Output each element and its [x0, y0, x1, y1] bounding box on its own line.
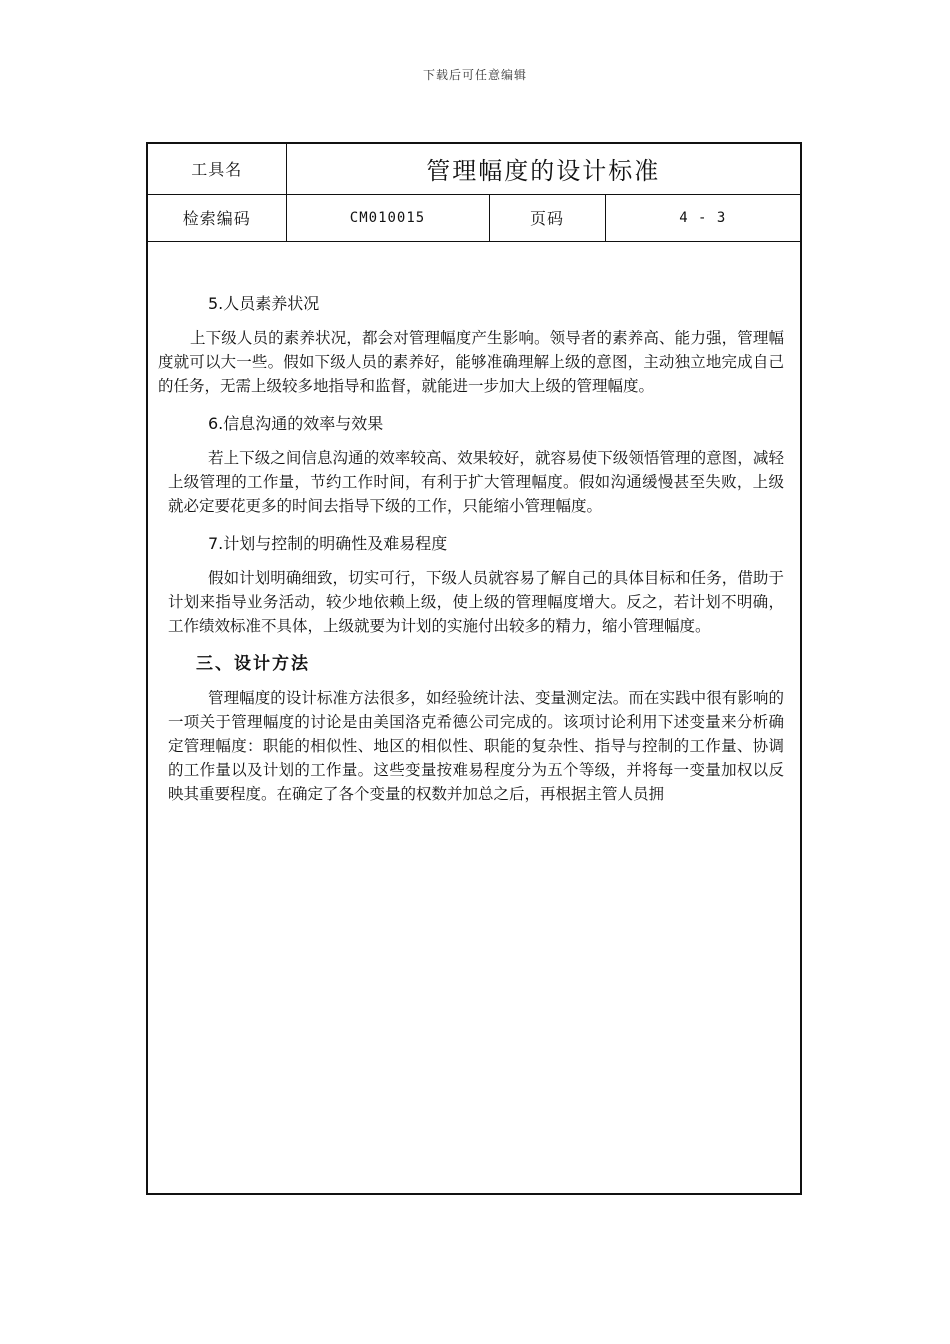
header-row-meta: [148, 194, 800, 241]
watermark-text: 下载后可任意编辑: [422, 68, 527, 82]
tool-name-value: 管理幅度的设计标准: [286, 144, 800, 194]
search-code-label: 检索编码: [148, 194, 286, 241]
section-heading-communication: 6.信息沟通的效率与效果: [208, 414, 384, 433]
document-body: [158, 292, 784, 820]
section-paragraph-staff-quality: 上下级人员的素养状况，都会对管理幅度产生影响。领导者的素养高、能力强，管理幅度就可以大一些。假如下级人员的素养好，能够准确理解上级的意图，主动独立地完成自己的任务，无需上级较多地指导和监督，就能进一步加大上级的管理幅度。: [158, 329, 784, 395]
section-heading-planning-control: 7.计划与控制的明确性及难易程度: [208, 534, 448, 553]
section-paragraph-communication: 若上下级之间信息沟通的效率较高、效果较好，就容易使下级领悟管理的意图，减轻上级管理的工作量，节约工作时间，有利于扩大管理幅度。假如沟通缓慢甚至失败，上级就必定要花更多的时间去指导下级的工作，只能缩小管理幅度。: [168, 449, 784, 515]
page-number-label: 页码: [489, 194, 605, 241]
section-paragraph-design-methods: 管理幅度的设计标准方法很多，如经验统计法、变量测定法。而在实践中很有影响的一项关于管理幅度的讨论是由美国洛克希德公司完成的。该项讨论利用下述变量来分析确定管理幅度：职能的相似性、地区的相似性、职能的复杂性、指导与控制的工作量、协调的工作量以及计划的工作量。这些变量按难易程度分为五个等级，并将每一变量加权以反映其重要程度。在确定了各个变量的权数并加总之后，再根据主管人员拥: [168, 689, 784, 803]
search-code-value: CM010015: [286, 194, 489, 241]
header-row-title: [148, 144, 800, 194]
header-table: [148, 144, 800, 242]
document-frame: [146, 142, 802, 1195]
page-number-value: 4 - 3: [605, 194, 800, 241]
section-paragraph-planning-control: 假如计划明确细致，切实可行，下级人员就容易了解自己的具体目标和任务，借助于计划来指导业务活动，较少地依赖上级，使上级的管理幅度增大。反之，若计划不明确，工作绩效标准不具体，上级就要为计划的实施付出较多的精力，缩小管理幅度。: [168, 569, 784, 635]
section-heading-staff-quality: 5.人员素养状况: [208, 294, 320, 313]
section-heading-design-methods: 三、设计方法: [196, 654, 310, 674]
tool-name-label: 工具名: [148, 144, 286, 194]
